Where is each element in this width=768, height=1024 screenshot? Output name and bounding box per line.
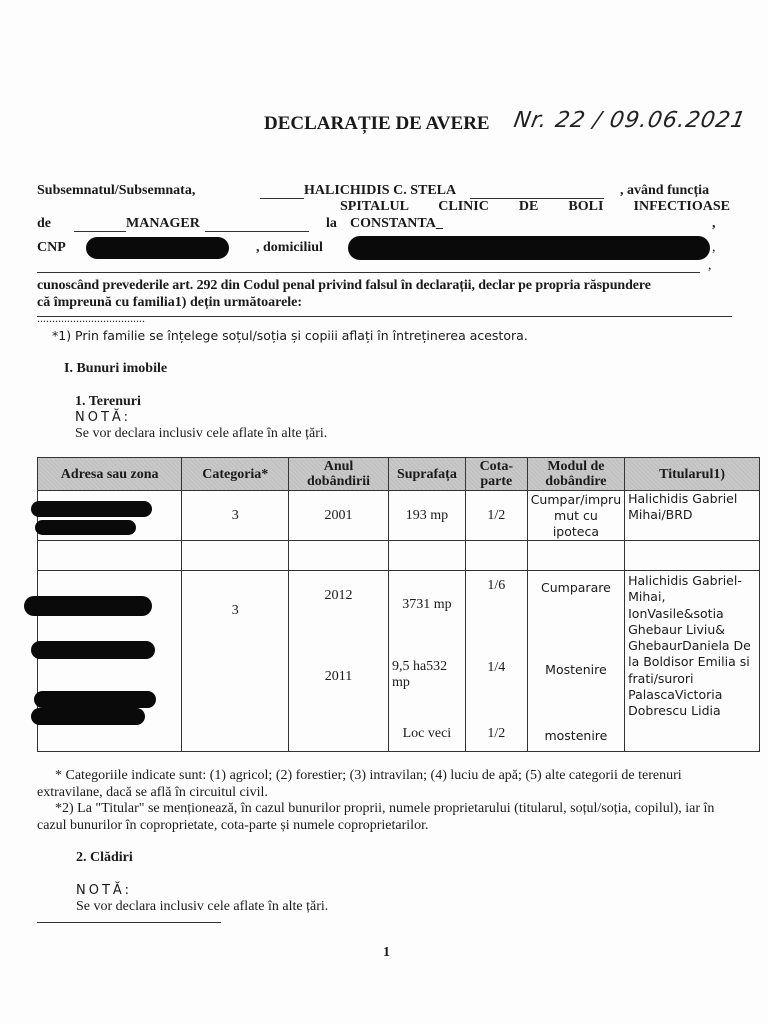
redaction-address-row3a (24, 596, 152, 616)
year-a: 2012 (324, 588, 353, 603)
table-cell-shares (465, 571, 527, 752)
table-cell: Cumpar/impru mut cu ipoteca (527, 491, 624, 541)
subsection-heading: 1. Terenuri (75, 394, 141, 409)
table-header-row (38, 458, 760, 491)
position-value: MANAGER (126, 216, 200, 231)
address-continuation-line (37, 272, 700, 273)
nota-label-2: NOTĂ: (76, 883, 132, 898)
employer-line-1: SPITALUL CLINIC DE BOLI INFECTIOASE (340, 199, 730, 214)
table-cell-years (289, 571, 389, 752)
column-header: Anul dobândirii (289, 458, 389, 491)
cnp-label: CNP (37, 240, 66, 255)
year-b: 2011 (324, 669, 353, 684)
share-c: 1/2 (487, 726, 506, 741)
surface-c: Loc veci (402, 726, 452, 741)
column-header: Categoria* (182, 458, 289, 491)
surface-b: 9,5 ha532 mp (391, 659, 448, 690)
declarant-label: Subsemnatul/Subsemnata, (37, 183, 196, 198)
comma: , (712, 216, 716, 231)
mode-b: Mostenire (545, 662, 607, 677)
nota-label: NOTĂ: (75, 410, 131, 425)
table-cell-modes (527, 571, 624, 752)
table-cell: 3 (182, 491, 289, 541)
redaction-address-row1b (35, 520, 136, 535)
surface-a: 3731 mp (402, 597, 452, 612)
la-label: la (326, 216, 337, 231)
footnote-titular: *2) La "Titular" se menționează, în cazul bunurilor proprii, numele proprietarului (titularul, soțul/soția, copilul), iar în cazul bunurilor în coproprietate, cota-parte și numele coproprietarilor. (37, 801, 715, 833)
mode-c: mostenire (544, 728, 608, 743)
footnote-divider (37, 922, 221, 923)
subsection-heading-2: 2. Clădiri (76, 850, 133, 865)
domiciliu-label: , domiciliul (256, 240, 323, 255)
redaction-address-row3c (34, 691, 156, 708)
comma: , (708, 258, 712, 273)
page-number: 1 (383, 945, 390, 960)
share-b: 1/4 (487, 660, 506, 675)
dots: .................................... (37, 311, 145, 325)
comma: , (712, 240, 716, 255)
redaction-address-row3d (31, 708, 145, 725)
statement-line-1: cunoscând prevederile art. 292 din Codul penal privind falsul în declarații, declar pe propria răspundere (37, 278, 651, 293)
statement-line-2: că împreună cu familia1) dețin următoarele: (37, 295, 303, 310)
family-note: *1) Prin familie se înțelege soțul/soția și copiii aflați în întreținerea acestora. (52, 328, 528, 343)
table-cell: 1/2 (465, 491, 527, 541)
table-row-empty (38, 541, 760, 571)
table-cell: 3 (182, 571, 289, 752)
nota-text-2: Se vor declara inclusiv cele aflate în alte țări. (76, 899, 329, 914)
footnote-categories: * Categoriile indicate sunt: (1) agricol; (2) forestier; (3) intravilan; (4) luciu de apă; (5) alte categorii de terenuri extravilane, dacă se află în circuitul civil. (37, 768, 682, 800)
table-cell: 193 mp (388, 491, 465, 541)
table-cell-surfaces (388, 571, 465, 752)
handwritten-registration-number: Nr. 22 / 09.06.2021 (511, 108, 749, 133)
page-title: DECLARAȚIE DE AVERE (264, 113, 490, 134)
employer-line-2: CONSTANTA_ (350, 216, 443, 231)
column-header: Modul de dobândire (527, 458, 624, 491)
section-heading: I. Bunuri imobile (64, 361, 168, 376)
fill-line (205, 231, 309, 232)
function-label: , având funcția (620, 183, 710, 198)
table-cell: 2001 (289, 491, 389, 541)
table-cell-holders: Halichidis Gabriel-Mihai, IonVasile&sotia Ghebaur Liviu& GhebaurDaniela De la Boldisor Emilia si frati/surori PalascaVictoria Dobrescu Lidia (625, 571, 760, 752)
table-cell: Halichidis Gabriel Mihai/BRD (625, 491, 760, 541)
redaction-address (348, 236, 710, 260)
mode-a: Cumparare (541, 580, 611, 595)
column-header: Suprafața (388, 458, 465, 491)
redaction-address-row3b (31, 641, 155, 659)
de-label: de (37, 216, 51, 231)
share-a: 1/6 (487, 578, 506, 593)
column-header: Titularul1) (625, 458, 760, 491)
declarant-name: HALICHIDIS C. STELA (304, 183, 457, 198)
fill-line (74, 231, 126, 232)
redaction-address-row1 (31, 501, 152, 517)
column-header: Cota-parte (465, 458, 527, 491)
redaction-cnp (86, 237, 229, 259)
column-header: Adresa sau zona (38, 458, 182, 491)
fill-line (260, 198, 304, 199)
nota-text: Se vor declara inclusiv cele aflate în alte țări. (75, 426, 328, 441)
